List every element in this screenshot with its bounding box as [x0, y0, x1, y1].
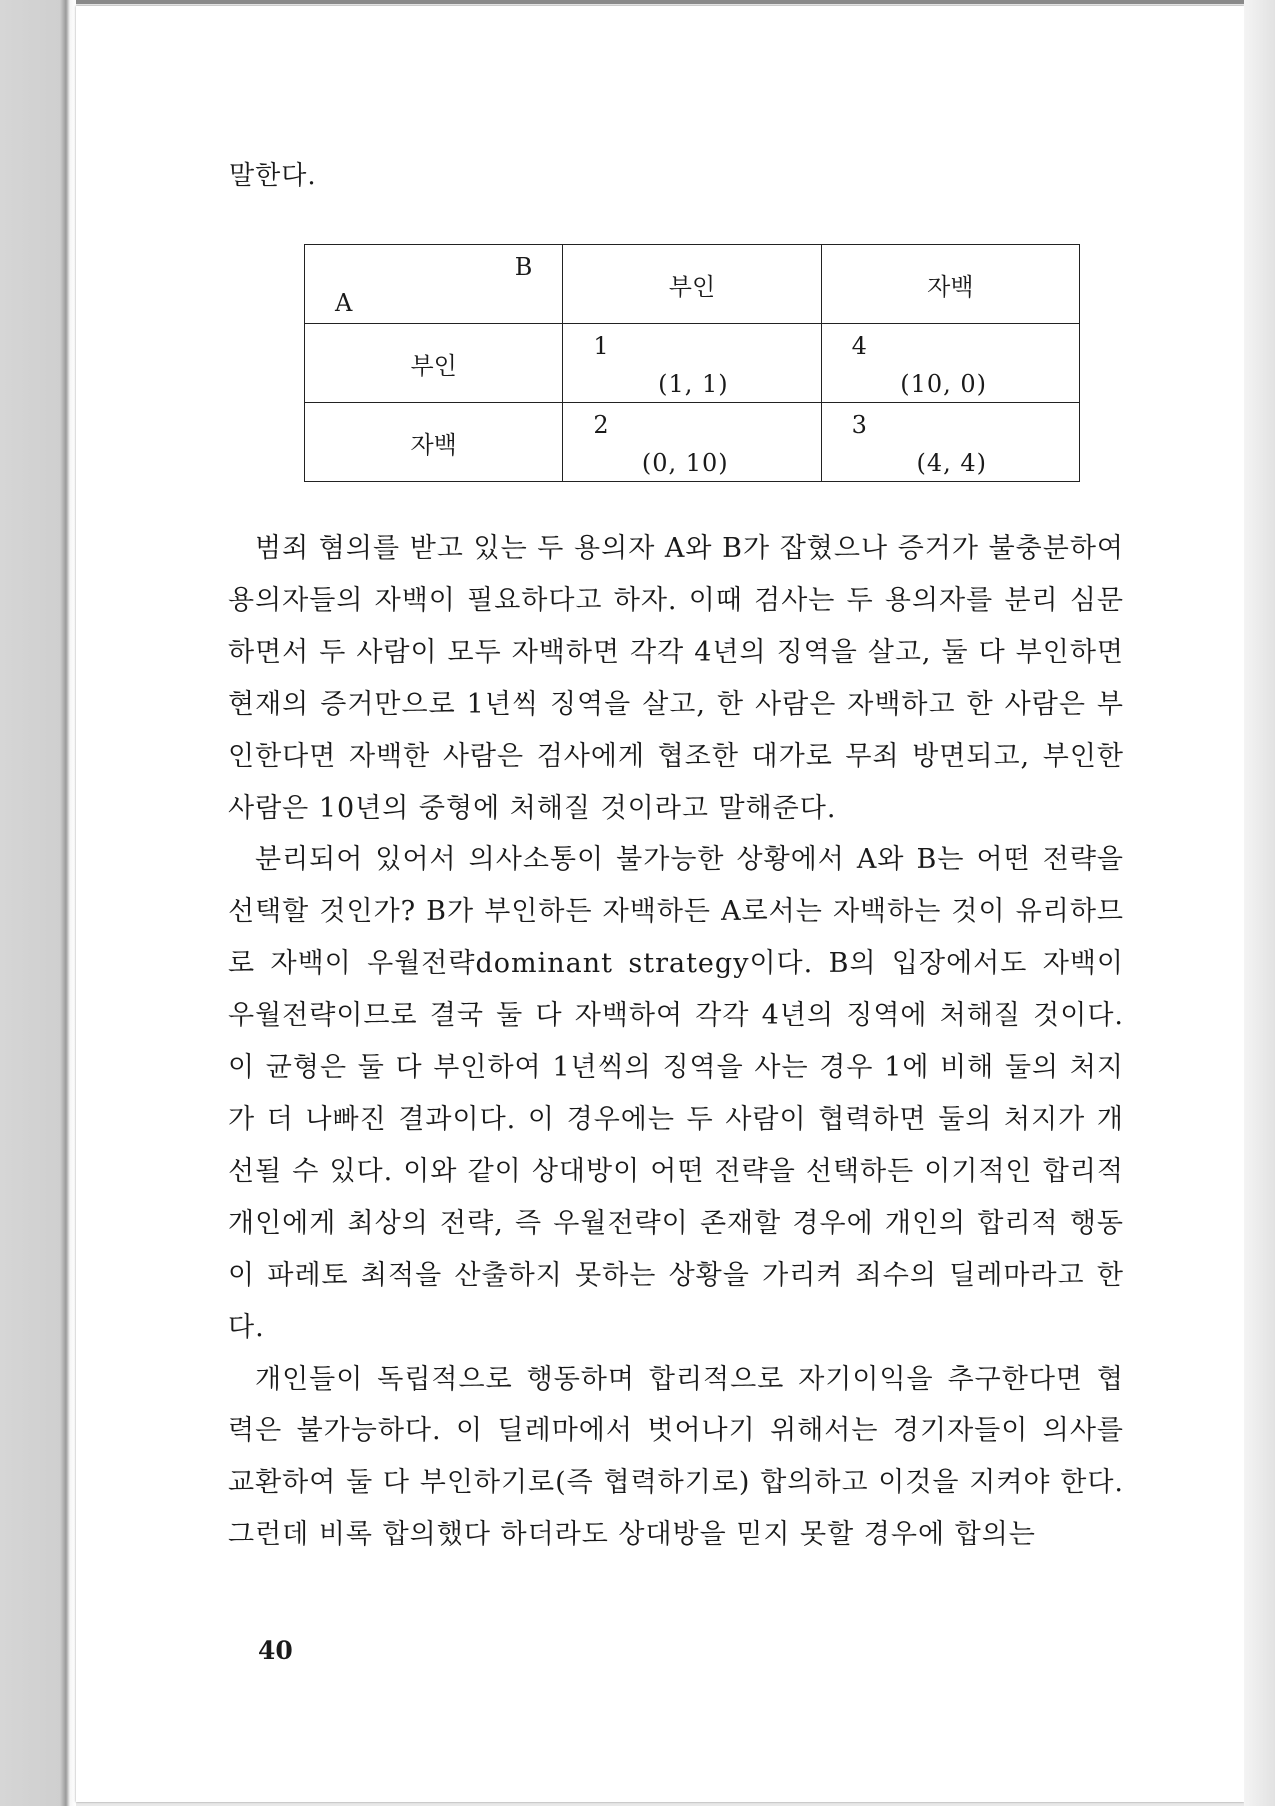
row-header-confess: 자백	[305, 403, 563, 482]
cell-payoff: (10, 0)	[900, 370, 987, 398]
payoff-cell	[563, 403, 821, 482]
paragraph: 개인들이 독립적으로 행동하며 합리적으로 자기이익을 추구한다면 협력은 불가능하다. 이 딜레마에서 벗어나기 위해서는 경기자들이 의사를 교환하여 둘 다 부인하기로(즉 협력하기로) 합의하고 이것을 지켜야 한다. 그런데 비록 합의했다 하더라도 상대방을 믿지 못할 경우에 합의는	[228, 1363, 1124, 1551]
cell-number: 4	[851, 332, 867, 360]
body-text	[228, 523, 1124, 1561]
cell-number: 1	[593, 332, 609, 360]
payoff-cell	[821, 324, 1079, 403]
book-spine-edge	[0, 0, 76, 1806]
paragraph: 범죄 혐의를 받고 있는 두 용의자 A와 B가 잡혔으나 증거가 불충분하여 용의자들의 자백이 필요하다고 하자. 이때 검사는 두 용의자를 분리 심문하면서 두 사람이 모두 자백하면 각각 4년의 징역을 살고, 둘 다 부인하면 현재의 증거만으로 1년씩 징역을 살고, 한 사람은 자백하고 한 사람은 부인한다면 자백한 사람은 검사에게 협조한 대가로 무죄 방면되고, 부인한 사람은 10년의 중형에 처해질 것이라고 말해준다.	[228, 533, 1124, 824]
paragraph: 분리되어 있어서 의사소통이 불가능한 상황에서 A와 B는 어떤 전략을 선택할 것인가? B가 부인하든 자백하든 A로서는 자백하는 것이 유리하므로 자백이 우월전략dominant strategy이다. B의 입장에서도 자백이 우월전략이므로 결국 둘 다 자백하여 각각 4년의 징역에 처해질 것이다. 이 균형은 둘 다 부인하여 1년씩의 징역을 사는 경우 1에 비해 둘의 처지가 더 나빠진 결과이다. 이 경우에는 두 사람이 협력하면 둘의 처지가 개선될 수 있다. 이와 같이 상대방이 어떤 전략을 선택하든 이기적인 합리적 개인에게 최상의 전략, 즉 우월전략이 존재할 경우에 개인의 합리적 행동이 파레토 최적을 산출하지 못하는 상황을 가리켜 죄수의 딜레마라고 한다.	[228, 844, 1124, 1343]
window-frame-top	[64, 0, 1244, 4]
col-header-deny: 부인	[563, 245, 821, 324]
payoff-matrix	[304, 244, 1080, 482]
payoff-cell	[821, 403, 1079, 482]
lead-line: 말한다.	[229, 161, 317, 191]
payoff-cell	[563, 324, 821, 403]
player-b-label: B	[514, 253, 533, 281]
player-a-label: A	[335, 289, 353, 317]
col-header-confess: 자백	[821, 245, 1079, 324]
cell-payoff: (1, 1)	[658, 370, 729, 398]
row-header-deny: 부인	[305, 324, 563, 403]
page-margin-right	[1244, 0, 1275, 1806]
page-number: 40	[258, 1636, 293, 1665]
cell-number: 2	[593, 411, 609, 439]
matrix-corner-cell	[305, 245, 563, 324]
cell-payoff: (4, 4)	[916, 449, 987, 477]
cell-number: 3	[851, 411, 867, 439]
cell-payoff: (0, 10)	[641, 449, 729, 477]
